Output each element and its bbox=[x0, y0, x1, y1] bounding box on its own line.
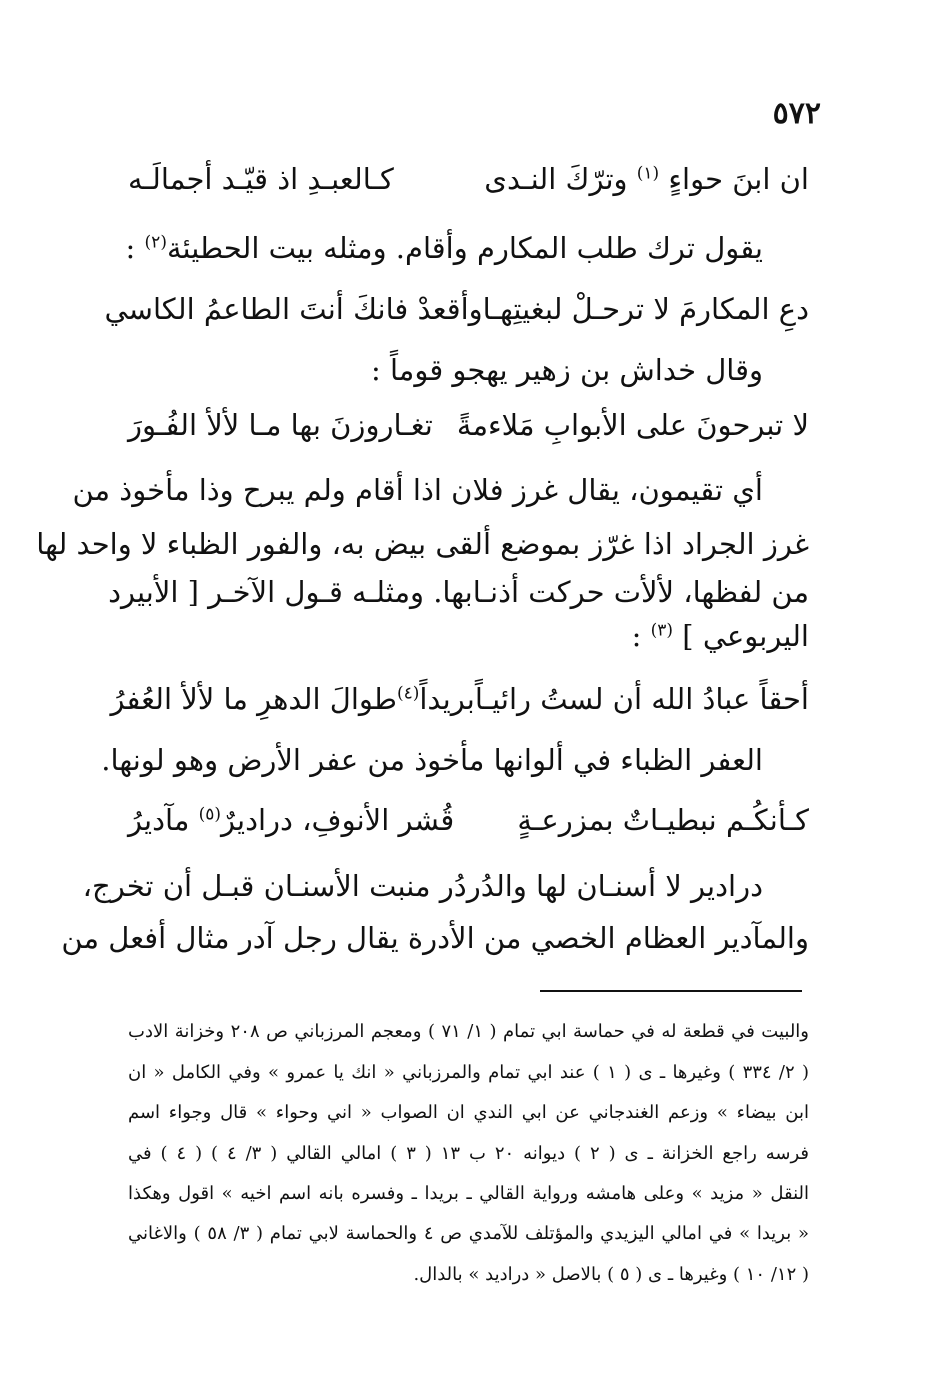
verse-second-hemistich: تغـاروزنَ بها مـا لألأ الفُـورَ bbox=[128, 408, 433, 442]
verse-second-hemistich bbox=[110, 679, 474, 719]
prose-text: اليربوعي ] bbox=[682, 619, 809, 653]
footnote-line: ( ٢/ ٣٣٤ ) وغيرها ـ ى ( ١ ) عند ابي تمام والمرزباني « انك يا عمرو » وفي الكامل « ان bbox=[128, 1062, 809, 1083]
prose-line: غرز الجراد اذا غرّز بموضع ألقى بيض به، والفور الظباء لا واحد لها bbox=[36, 527, 809, 561]
verse-first-hemistich bbox=[484, 159, 809, 199]
prose-line: من لفظها، لألأت حركت أذنـابها. ومثلـه قـول الآخـر [ الأبيرد bbox=[108, 575, 809, 609]
verse-second-hemistich: كـالعبـدِ اذ قيّـد أجمالَـه bbox=[128, 162, 394, 196]
verse-nabatiyyat bbox=[128, 800, 809, 840]
footnote-line: والبيت في قطعة له في حماسة ابي تمام ( ١/ ٧١ ) ومعجم المرزباني ص ٢٠٨ وخزانة الادب bbox=[128, 1021, 809, 1042]
verse-text: قُشر الأنوفِ، دراديرٌ bbox=[221, 803, 455, 837]
verse-text: ان ابنَ حواءٍ bbox=[668, 162, 809, 196]
prose-line: أي تقيمون، يقال غرز فلان اذا أقام ولم يبرح وذا مأخوذ من bbox=[72, 473, 763, 507]
verse-second-hemistich: وأقعدْ فانكَ أنتَ الطاعمُ الكاسي bbox=[104, 292, 483, 326]
prose-text: : bbox=[631, 619, 642, 653]
prose-text: يقول ترك طلب المكارم وأقام. ومثله بيت الحطيئة bbox=[166, 231, 763, 265]
footnote-marker-2: (٢) bbox=[144, 232, 167, 253]
prose-line bbox=[125, 228, 763, 268]
footnote-line: ابن بيضاء » وزعم الغندجاني عن ابي الندي ان الصواب « اني وحواء » قال وجواء اسم bbox=[128, 1102, 809, 1123]
verse-first-hemistich: دعِ المكارمَ لا ترحـلْ لبغيتِهـا bbox=[482, 292, 809, 326]
verse-hutaya bbox=[104, 289, 809, 329]
verse-text: بريداً bbox=[419, 682, 475, 716]
verse-second-hemistich bbox=[128, 800, 454, 840]
verse-text: مآديرُ bbox=[128, 803, 190, 837]
prose-line: وقال خداش بن زهير يهجو قوماً : bbox=[370, 353, 763, 387]
verse-first-hemistich: أحقاً عبادُ الله أن لستُ رائيـاً bbox=[474, 682, 809, 716]
footnote-line: ( ١٢/ ١٠ ) وغيرها ـ ى ( ٥ ) بالاصل « دراديد » بالدال. bbox=[413, 1264, 809, 1285]
prose-line bbox=[128, 616, 809, 656]
verse-khidash bbox=[128, 405, 809, 445]
page-number: ٥٧٢ bbox=[772, 96, 821, 131]
footnote-separator bbox=[540, 990, 802, 992]
verse-text: طوالَ الدهرِ ما لألأ العُفرُ bbox=[110, 682, 397, 716]
footnote-marker-5: (٥) bbox=[198, 804, 221, 825]
verse-first-hemistich: كـأنكُـم نبطيـاتٌ بمزرعـةٍ bbox=[517, 803, 809, 837]
footnote-line: النقل « مزيد » وعلى هامشه ورواية القالي ـ بريدا ـ وفسره بانه اسم اخيه » اقول وهكذا bbox=[128, 1183, 809, 1204]
footnote-line: فرسه راجع الخزانة ـ ى ( ٢ ) ديوانه ٢٠ ب ١٣ ( ٣ ) امالي القالي ( ٣/ ٤ ) ( ٤ ) في bbox=[128, 1143, 809, 1164]
footnote-marker-1: (١) bbox=[636, 163, 660, 184]
verse-first-hemistich: لا تبرحونَ على الأبوابِ مَلاءمةً bbox=[456, 408, 809, 442]
prose-line: درادير لا أسنـان لها والدُردُر منبت الأسنـان قبـل أن تخرج، bbox=[82, 869, 763, 903]
prose-line: والمآدير العظام الخصي من الأدرة يقال رجل آدر مثال أفعل من bbox=[61, 921, 809, 955]
footnote-line: « بريدا » في امالي اليزيدي والمؤتلف للآمدي ص ٤ والحماسة لابي تمام ( ٣/ ٥٨ ) والاغاني bbox=[128, 1223, 810, 1244]
verse-abyrad bbox=[110, 679, 809, 719]
prose-text: : bbox=[125, 231, 136, 265]
prose-line: العفر الظباء في ألوانها مأخوذ من عفر الأرض وهو لونها. bbox=[101, 743, 763, 777]
verse-ibn-hawwa bbox=[128, 159, 809, 199]
verse-text: وترّكَ النـدى bbox=[484, 162, 628, 196]
footnote-marker-3: (٣) bbox=[650, 620, 674, 641]
footnote-marker-4: (٤) bbox=[396, 683, 420, 704]
